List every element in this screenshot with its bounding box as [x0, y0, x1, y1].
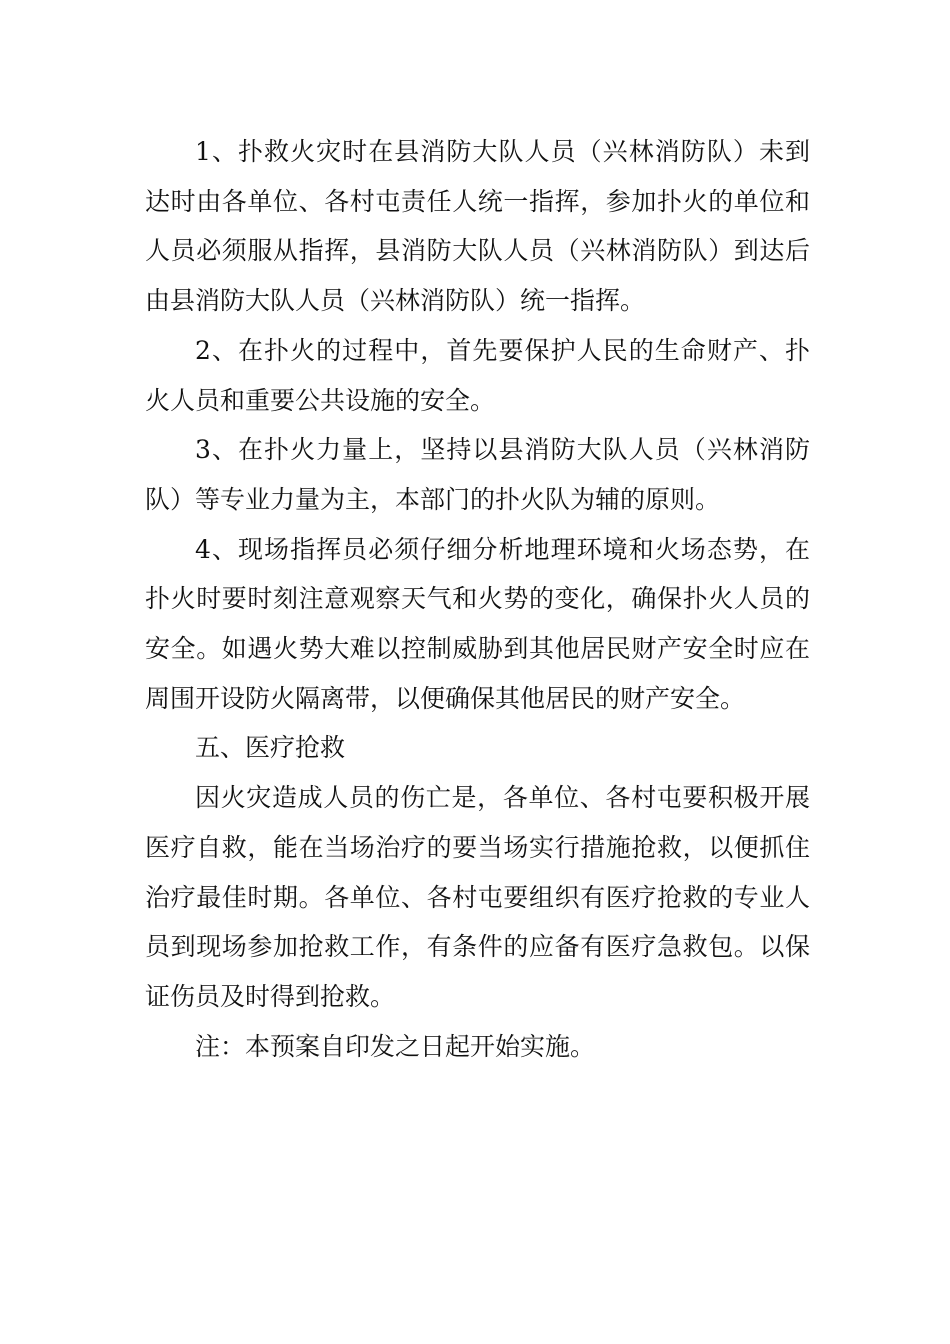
paragraph-item-2: 2、在扑火的过程中，首先要保护人民的生命财产、扑火人员和重要公共设施的安全。: [145, 335, 810, 415]
paragraph-item-1: 1、扑救火灾时在县消防大队人员（兴林消防队）未到达时由各单位、各村屯责任人统一指挥，参加扑火的单位和人员必须服从指挥，县消防大队人员（兴林消防队）到达后由县消防大队人员（兴林消防队）统一指挥。: [145, 137, 810, 316]
document-page: [145, 127, 810, 1071]
paragraph-item-3: 3、在扑火力量上，坚持以县消防大队人员（兴林消防队）等专业力量为主，本部门的扑火队为辅的原则。: [145, 435, 810, 514]
closing-note: 注：本预案自印发之日起开始实施。: [195, 1031, 596, 1061]
paragraph-medical-rescue: 因火灾造成人员的伤亡是，各单位、各村屯要积极开展医疗自救，能在当场治疗的要当场实行措施抢救，以便抓住治疗最佳时期。各单位、各村屯要组织有医疗抢救的专业人员到现场参加抢救工作，有条件的应备有医疗急救包。以保证伤员及时得到抢救。: [145, 783, 810, 1011]
paragraph-item-4: 4、现场指挥员必须仔细分析地理环境和火场态势，在扑火时要时刻注意观察天气和火势的变化，确保扑火人员的安全。如遇火势大难以控制威胁到其他居民财产安全时应在周围开设防火隔离带，以便确保其他居民的财产安全。: [145, 534, 810, 713]
section-heading-medical-rescue: 五、医疗抢救: [195, 733, 346, 763]
